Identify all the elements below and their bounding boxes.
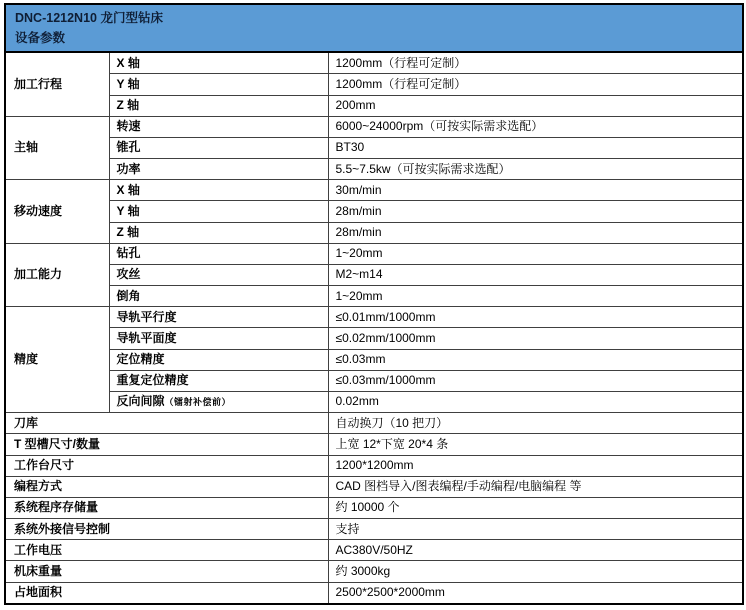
- spec-row: [5, 243, 743, 264]
- param-cell: 导轨平面度: [109, 328, 328, 349]
- spec-row: [5, 116, 743, 137]
- param-cell: 锥孔: [109, 137, 328, 158]
- value-cell: 1~20mm: [328, 286, 743, 307]
- param-cell: 转速: [109, 116, 328, 137]
- value-cell: BT30: [328, 137, 743, 158]
- spec-row: [5, 391, 743, 412]
- value-cell: 支持: [328, 519, 743, 540]
- spec-row: [5, 95, 743, 116]
- value-cell: 28m/min: [328, 222, 743, 243]
- param-cell: Y 轴: [109, 201, 328, 222]
- spec-row: [5, 137, 743, 158]
- spec-row: [5, 159, 743, 180]
- param-cell: 倒角: [109, 286, 328, 307]
- spec-row: [5, 455, 743, 476]
- param-cell: 导轨平行度: [109, 307, 328, 328]
- param-cell: 攻丝: [109, 264, 328, 285]
- value-cell: AC380V/50HZ: [328, 540, 743, 561]
- value-cell: 约 3000kg: [328, 561, 743, 582]
- param-cell-backlash: [109, 391, 328, 412]
- param-cell: 刀库: [5, 413, 328, 434]
- value-cell: ≤0.02mm/1000mm: [328, 328, 743, 349]
- spec-row: [5, 222, 743, 243]
- value-cell: 1200mm（行程可定制）: [328, 74, 743, 95]
- group-label-machining-capacity: 加工能力: [5, 243, 109, 307]
- spec-row: [5, 180, 743, 201]
- table-header-cell: [5, 4, 743, 52]
- spec-row: [5, 264, 743, 285]
- param-cell: X 轴: [109, 180, 328, 201]
- param-cell: 系统程序存储量: [5, 497, 328, 518]
- param-cell: 工作台尺寸: [5, 455, 328, 476]
- param-cell: T 型槽尺寸/数量: [5, 434, 328, 455]
- spec-row: [5, 582, 743, 604]
- spec-row: [5, 561, 743, 582]
- spec-row: [5, 370, 743, 391]
- spec-row: [5, 286, 743, 307]
- value-cell: 2500*2500*2000mm: [328, 582, 743, 604]
- value-cell: 28m/min: [328, 201, 743, 222]
- param-cell: 机床重量: [5, 561, 328, 582]
- group-label-accuracy: 精度: [5, 307, 109, 413]
- spec-row: [5, 434, 743, 455]
- spec-row: [5, 201, 743, 222]
- section-subtitle: 设备参数: [15, 31, 66, 45]
- param-cell: X 轴: [109, 52, 328, 74]
- table-header-row: [5, 4, 743, 52]
- param-cell: Z 轴: [109, 222, 328, 243]
- value-cell: CAD 图档导入/图表编程/手动编程/电脑编程 等: [328, 476, 743, 497]
- product-title: DNC-1212N10 龙门型钻床: [15, 11, 163, 25]
- group-label-machining-stroke: 加工行程: [5, 52, 109, 116]
- param-cell: 编程方式: [5, 476, 328, 497]
- value-cell: 约 10000 个: [328, 497, 743, 518]
- param-cell: 系统外接信号控制: [5, 519, 328, 540]
- value-cell: 200mm: [328, 95, 743, 116]
- value-cell: 自动换刀（10 把刀）: [328, 413, 743, 434]
- param-cell: Y 轴: [109, 74, 328, 95]
- spec-row: [5, 307, 743, 328]
- spec-row: [5, 519, 743, 540]
- spec-row: [5, 540, 743, 561]
- param-cell: 定位精度: [109, 349, 328, 370]
- param-cell: 占地面积: [5, 582, 328, 604]
- value-cell: 1200mm（行程可定制）: [328, 52, 743, 74]
- value-cell: M2~m14: [328, 264, 743, 285]
- param-note: （镭射补偿前）: [164, 397, 232, 408]
- spec-row: [5, 497, 743, 518]
- value-cell: 0.02mm: [328, 391, 743, 412]
- group-label-spindle: 主轴: [5, 116, 109, 180]
- group-label-travel-speed: 移动速度: [5, 180, 109, 244]
- spec-row: [5, 476, 743, 497]
- spec-row: [5, 413, 743, 434]
- value-cell: 5.5~7.5kw（可按实际需求选配）: [328, 159, 743, 180]
- param-cell: 工作电压: [5, 540, 328, 561]
- value-cell: 30m/min: [328, 180, 743, 201]
- value-cell: ≤0.01mm/1000mm: [328, 307, 743, 328]
- value-cell: 1~20mm: [328, 243, 743, 264]
- value-cell: 1200*1200mm: [328, 455, 743, 476]
- spec-row: [5, 328, 743, 349]
- spec-row: [5, 74, 743, 95]
- param-cell: Z 轴: [109, 95, 328, 116]
- value-cell: ≤0.03mm/1000mm: [328, 370, 743, 391]
- param-label: 反向间隙: [116, 394, 165, 409]
- param-cell: 重复定位精度: [109, 370, 328, 391]
- machine-spec-table: [4, 3, 744, 605]
- value-cell: 上宽 12*下宽 20*4 条: [328, 434, 743, 455]
- param-cell: 功率: [109, 159, 328, 180]
- param-cell: 钻孔: [109, 243, 328, 264]
- value-cell: 6000~24000rpm（可按实际需求选配）: [328, 116, 743, 137]
- spec-row: [5, 349, 743, 370]
- spec-row: [5, 52, 743, 74]
- value-cell: ≤0.03mm: [328, 349, 743, 370]
